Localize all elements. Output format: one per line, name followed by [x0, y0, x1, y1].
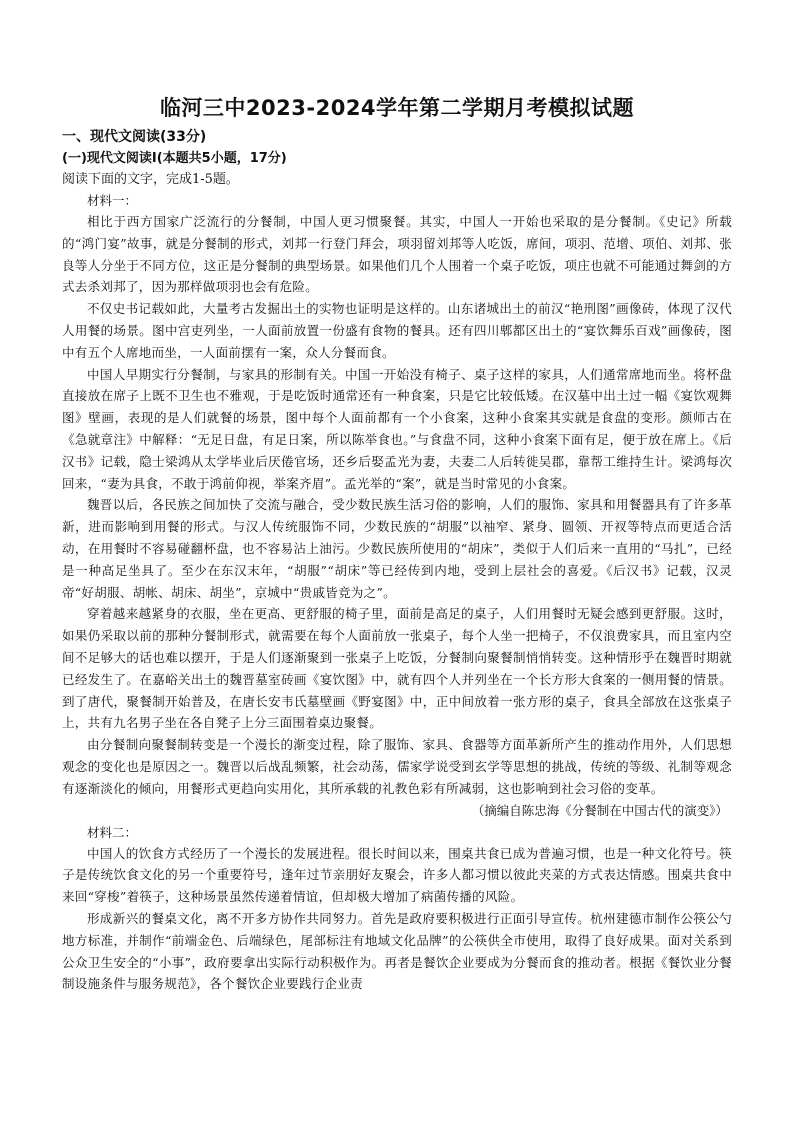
material-one — [62, 190, 732, 822]
material-one-paragraph: 不仅史书记载如此，大量考古发掘出土的实物也证明是这样的。山东诸城出土的前汉“艳刑图”画像砖，体现了汉代人用餐的场景。图中宫吏列坐，一人面前放置一份盛有食物的餐具。还有四川郫都区出土的“宴饮舞乐百戏”画像砖，图中有五个人席地而坐，一人面前摆有一案，众人分餐而食。 — [62, 301, 732, 360]
material-one-label: 材料一： — [87, 193, 138, 208]
material-one-paragraph: 相比于西方国家广泛流行的分餐制，中国人更习惯聚餐。其实，中国人一开始也采取的是分餐制。《史记》所载的“鸿门宴”故事，就是分餐制的形式，刘邦一行登门拜会，项羽留刘邦等人吃饭，席间，项羽、范增、项伯、刘邦、张良等人分坐于不同方位，这正是分餐制的典型场景。如果他们几个人围着一个桌子吃饭，项庄也就不可能通过舞剑的方式去杀刘邦了，因为那样做项羽也会有危险。 — [62, 214, 732, 295]
material-one-source: （摘编自陈忠海《分餐制在中国古代的演变》） — [471, 802, 728, 818]
exam-title: 临河三中2023-2024学年第二学期月考模拟试题 — [159, 96, 635, 120]
sub-section-heading: (一)现代文阅读Ⅰ(本题共5小题，17分) — [62, 151, 287, 166]
material-one-paragraph: 穿着越来越紧身的衣服，坐在更高、更舒服的椅子里，面前是高足的桌子，人们用餐时无疑会感到更舒服。这时，如果仍采取以前的那种分餐制形式，就需要在每个人面前放一张桌子，每个人坐一把椅子，不仅浪费家具，而且室内空间不足够大的话也难以摆开，于是人们逐渐聚到一张桌子上吃饭，分餐制向聚餐制悄悄转变。这种情形乎在魏晋时期就已经发生了。在嘉峪关出土的魏晋墓室砖画《宴饮图》中，就有四个人并列坐在一个长方形大食案的一侧用餐的情景。到了唐代，聚餐制开始普及，在唐长安韦氏墓壁画《野宴图》中，正中间放着一张方形的桌子，食具全部放在这张桌子上，共有九名男子坐在各自凳子上分三面围着桌边聚餐。 — [62, 606, 732, 731]
material-two-label: 材料二： — [87, 824, 138, 840]
material-two-paragraph: 形成新兴的餐桌文化，离不开多方协作共同努力。首先是政府要积极进行正面引导宣传。杭州建德市制作公筷公勺地方标准，并制作“前端金色、后端绿色，尾部标注有地域文化品牌”的公筷供全市使用，取得了良好成果。面对关系到公众卫生安全的“小事”，政府要拿出实际行动积极作为。再者是餐饮企业要成为分餐而食的推动者。根据《餐饮业分餐制设施条件与服务规范》，各个餐饮企业要践行企业责 — [62, 910, 732, 992]
material-two-paragraph: 中国人的饮食方式经历了一个漫长的发展进程。很长时间以来，围桌共食已成为普遍习惯，也是一种文化符号。筷子是传统饮食文化的另一个重要符号，逢年过节亲朋好友聚会，许多人都习惯以彼此夹菜的方式表达情感。围桌共食中来回“穿梭”着筷子，这种场景虽然传递着情谊，但却极大增加了病菌传播的风险。 — [62, 845, 732, 905]
material-one-paragraph: 魏晋以后，各民族之间加快了交流与融合，受少数民族生活习俗的影响，人们的服饰、家具和用餐器具有了许多革新，进而影响到用餐的形式。与汉人传统服饰不同，少数民族的“胡服”以袖窄、紧身、圆领、开衩等特点而更适合活动，在用餐时不容易碰翻杯盘，也不容易沾上油污。少数民族所使用的“胡床”，类似于人们后来一直用的“马扎”，已经是一种高足坐具了。至少在东汉末年，“胡服”“胡床”等已经传到内地，受到上层社会的喜爱。《后汉书》记载，汉灵帝“好胡服、胡帐、胡床、胡坐”，京城中“贵戚皆竞为之”。 — [62, 497, 732, 600]
material-one-paragraph: 中国人早期实行分餐制，与家具的形制有关。中国一开始没有椅子、桌子这样的家具，人们通常席地而坐。将杯盘直接放在席子上既不卫生也不雅观，于是吃饭时通常还有一种食案，只是它比较低矮。在汉墓中出土过一幅《宴饮观舞图》壁画，表现的是人们就餐的场景，图中每个人面前都有一个小食案，这种小食案其实就是食盘的变形。颜师古在《急就章注》中解释：“无足日盘，有足日案，所以陈举食也。”与食盘不同，这种小食案下面有足，便于放在席上。《后汉书》记载，隐士梁鸿从太学毕业后厌倦官场，还乡后娶孟光为妻，夫妻二人后转徙吴郡，靠帮工维持生计。梁鸿每次回来，“妻为具食，不敢于鸿前仰视，举案齐眉”。孟光举的“案”，就是当时常见的小食案。 — [62, 366, 732, 491]
section-heading: 一、现代文阅读(33分) — [62, 129, 207, 145]
material-one-paragraph: 由分餐制向聚餐制转变是一个漫长的渐变过程，除了服饰、家具、食器等方面革新所产生的推动作用外，人们思想观念的变化也是原因之一。魏晋以后战乱频繁，社会动荡，儒家学说受到玄学等思想的挑战，传统的等级、礼制等观念有逐渐淡化的倾向，用餐形式更趋向实用化，其所承载的礼教色彩有所减弱，这也影响到社会习俗的变革。 — [62, 737, 732, 796]
material-two — [62, 822, 732, 996]
reading-instruction: 阅读下面的文字，完成1-5题。 — [62, 172, 239, 187]
